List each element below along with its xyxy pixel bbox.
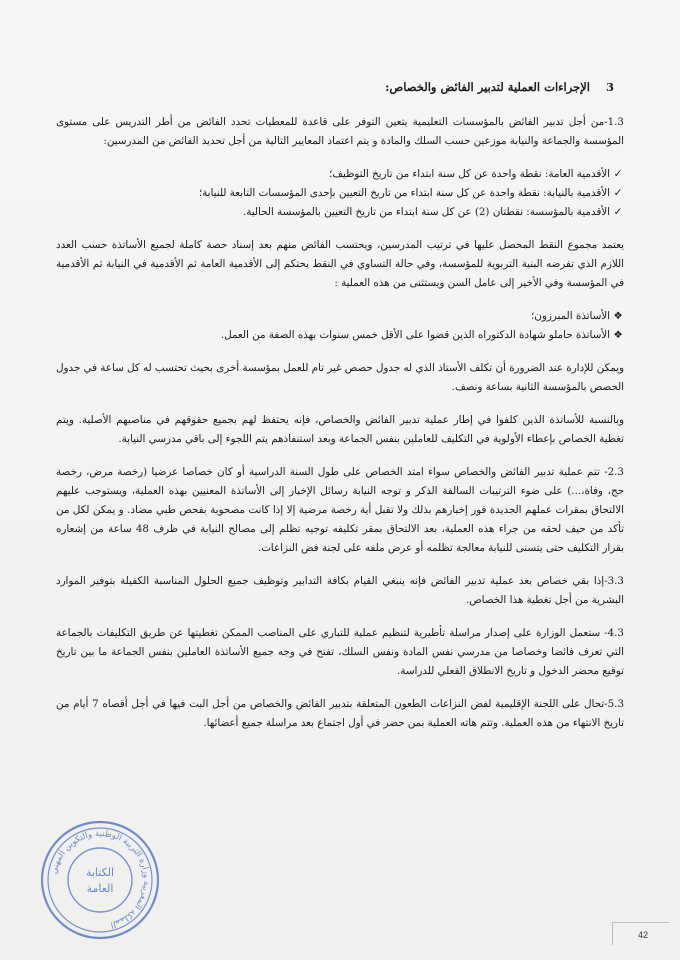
- svg-text:الكتابة: الكتابة: [85, 866, 115, 879]
- svg-text:المملكة المغربية وزارة التربية: المملكة المغربية وزارة التربية الوطنية والتكوين المهني: [49, 828, 152, 930]
- paragraph-ranking: يعتمد مجموع النقط المحصل عليها في ترتيب المدرسين، ويحتسب الفائض منهم بعد إسناد حصة كاملة لجميع الأساتذة حسب العدد اللازم الذي تفرضه البنية التربوية للمؤسسة، وفي حالة التساوي في النقط يحتكم إلى الأقدمية العامة ثم الأقدمية في النيابة ثم الأقدمية في المؤسسة وفي الأخير إلى عامل السن ويستثنى من هذه العملية :: [56, 239, 624, 289]
- section-title: الإجراءات العملية لتدبير الفائض والخصاص:: [385, 80, 590, 94]
- exemption-item: [56, 307, 624, 326]
- criteria-text: الأقدمية العامة: نقطة واحدة عن كل سنة ابتداء من تاريخ التوظيف؛: [329, 168, 610, 180]
- paragraph-assignment: ويمكن للإدارة عند الضرورة أن تكلف الأستاذ الذي له جدول حصص غير تام للعمل بمؤسسة أخرى بحيث تحتسب له كل ساعة في جدول الحصص بالمؤسسة الثانية بساعة ونصف.: [56, 362, 624, 393]
- criteria-text: الأقدمية بالنيابة: نقطة واحدة عن كل سنة ابتداء من تاريخ التعيين بإحدى المؤسسات التابعة للنيابة؛: [198, 187, 610, 199]
- criteria-text: الأقدمية بالمؤسسة: نقطتان (2) عن كل سنة ابتداء من تاريخ التعيين بالمؤسسة الحالية.: [242, 206, 610, 218]
- paragraph-2-3: 2.3- تتم عملية تدبير الفائض والخصاص سواء امتد الخصاص على طول السنة الدراسية أو كان خصاصا عرضيا (رخصة مرض، رخصة حج، وفاة،...) على ضوء الترتيبات السالفة الذكر و توجه النيابة رسائل الإخبار إلى الأساتذة المعنيين بهذه العملية، ويستوجب عليهم الالتحاق بمقرات عملهم الجديدة فور إخبارهم بذلك ولا تقبل أية رخصة مرضية إلا إذا كانت مصحوبة بفحص طبي مضاد. و يمكن لكل من تأكد من حيف لحقه من جراء هذه العملية، بعد الالتحاق بمقر تكليفه توجيه تظلم إلى مصالح النيابة في ظرف 48 ساعة من إشعاره بقرار التكليف حتى يتسنى للنيابة معالجة تظلمه أو عرض ملفه على لجنة فض النزاعات.: [56, 466, 624, 554]
- diamond-bullet-icon: ❖: [613, 310, 623, 322]
- paragraph-5-3: 5.3-تحال على اللجنة الإقليمية لفض النزاعات الطعون المتعلقة بتدبير الفائض والخصاص من أجل البت فيها في أجل أقصاه 7 أيام من تاريخ الانتهاء من هذه العملية. وتتم هاته العملية بمن حضر في أول اجتماع بعد مراسلة جميع أعضائها.: [56, 698, 625, 729]
- svg-text:العامة: العامة: [86, 882, 114, 895]
- section-number: 3: [605, 80, 614, 94]
- document-body: [56, 78, 624, 747]
- criteria-item: [56, 184, 624, 203]
- checkmark-icon: ✓: [613, 168, 623, 180]
- criteria-list: [56, 165, 624, 222]
- page-number: 42: [638, 930, 649, 940]
- exemption-text: الأساتذة حاملو شهادة الدكتوراه الذين قضوا على الأقل خمس سنوات بهذه الصفة من العمل.: [220, 329, 610, 341]
- exemption-text: الأساتذة المبرزون؛: [531, 310, 610, 322]
- section-heading: [56, 78, 624, 97]
- checkmark-icon: ✓: [613, 206, 623, 218]
- paragraph-4-3: 4.3- ستعمل الوزارة على إصدار مراسلة تأطيرية لتنظيم عملية للتباري على المناصب الممكن تغطيتها عن طريق التكليفات بالجماعة التي تعرف فائضا وخصاصا من مدرسي نفس المادة ونفس السلك، تفتح في وجه جميع الأساتذة العاملين بنفس الجماعة ما بين تاريخ توقيع محضر الدخول و تاريخ الانطلاق الفعلي للدراسة.: [56, 627, 624, 677]
- paragraph-1-3: 1.3-من أجل تدبير الفائض بالمؤسسات التعليمية يتعين التوفر على قاعدة للمعطيات تحدد الفائض من أطر التدريس على مستوى المؤسسة والجماعة والنيابة موزعين حسب السلك والمادة و يتم اعتماد المعايير التالية من أجل تحديد الفائض من المدرسين:: [56, 116, 624, 147]
- official-seal: [38, 818, 162, 942]
- exemptions-list: [56, 307, 624, 345]
- criteria-item: [56, 203, 624, 222]
- diamond-bullet-icon: ❖: [613, 329, 623, 341]
- paragraph-rights: وبالنسبة للأساتذة الذين كلفوا في إطار عملية تدبير الفائض والخصاص، فإنه يحتفظ لهم بجميع حقوقهم في مناصبهم الأصلية. ويتم تغطية الخصاص بإعطاء الأولوية في التكليف للعاملين بنفس الجماعة وبعد استنفاذهم يتم اللجوء إلى باقي مدرسي النيابة.: [56, 414, 624, 445]
- criteria-item: [56, 165, 624, 184]
- checkmark-icon: ✓: [613, 187, 623, 199]
- paragraph-3-3: 3.3-إذا بقي خصاص بعد عملية تدبير الفائض فإنه ينبغي القيام بكافة التدابير وتوظيف جميع الحلول المناسبة الكفيلة بتوفير الموارد البشرية من أجل تغطية هذا الخصاص.: [56, 575, 624, 606]
- exemption-item: [56, 326, 624, 345]
